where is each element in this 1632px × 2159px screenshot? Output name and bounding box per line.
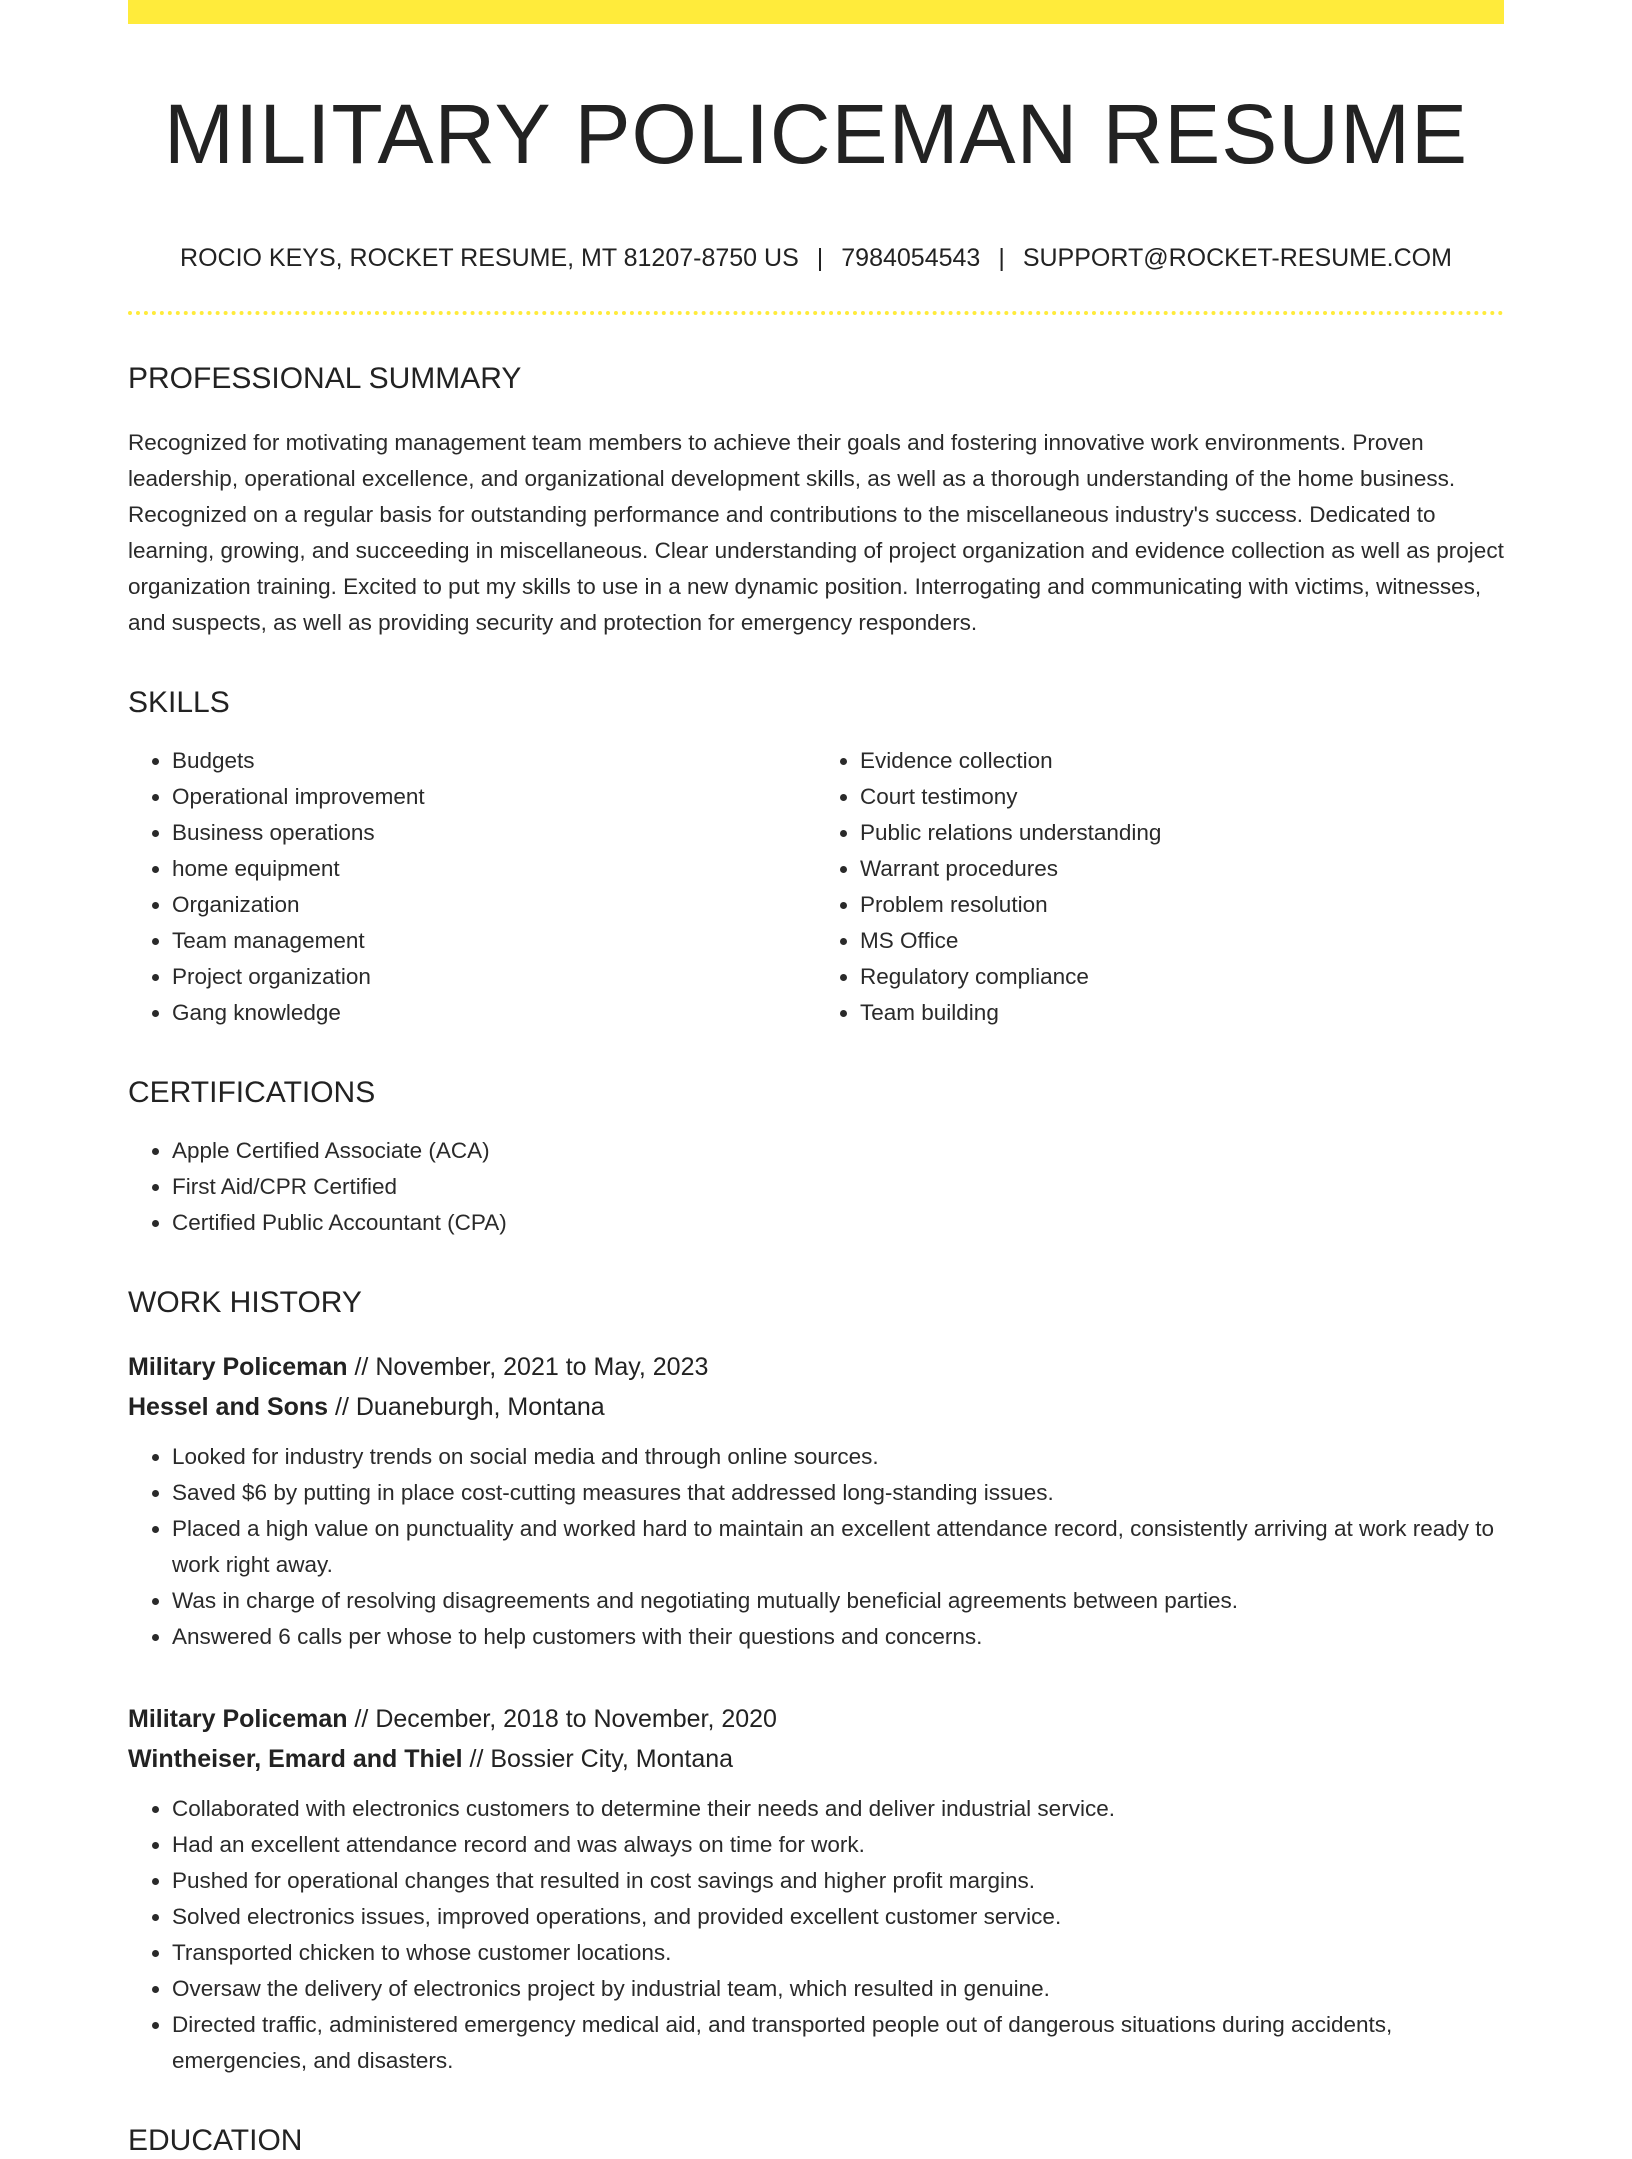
job-bullet: • Collaborated with electronics customers to determine their needs and deliver industrial service.	[172, 1791, 1504, 1827]
skill-item: • Organization	[172, 887, 816, 923]
skill-item: • Project organization	[172, 959, 816, 995]
section-heading-skills: SKILLS	[128, 685, 230, 719]
top-accent-bar	[128, 0, 1504, 24]
job-bullet: • Answered 6 calls per whose to help customers with their questions and concerns.	[172, 1619, 1504, 1655]
job-bullet: • Solved electronics issues, improved operations, and provided excellent customer service.	[172, 1899, 1504, 1935]
contact-line	[128, 243, 1504, 273]
skill-item: • Team management	[172, 923, 816, 959]
job-title-line	[128, 1699, 1504, 1739]
skill-item: • Public relations understanding	[860, 815, 1504, 851]
certification-item: • Apple Certified Associate (ACA)	[172, 1133, 1504, 1169]
job-company: Hessel and Sons	[128, 1392, 329, 1421]
skill-item: • Court testimony	[860, 779, 1504, 815]
job-dates: // November, 2021 to May, 2023	[347, 1352, 709, 1381]
job-location: // Duaneburgh, Montana	[328, 1392, 605, 1421]
contact-phone: 7984054543	[841, 243, 981, 272]
skill-item: • Gang knowledge	[172, 995, 816, 1031]
skill-item: • Operational improvement	[172, 779, 816, 815]
job-bullet: • Pushed for operational changes that resulted in cost savings and higher profit margins.	[172, 1863, 1504, 1899]
job-dates: // December, 2018 to November, 2020	[347, 1704, 777, 1733]
skill-item: • Budgets	[172, 743, 816, 779]
contact-separator: |	[816, 243, 824, 272]
job-entry	[128, 1347, 1504, 1655]
resume-page	[128, 0, 1504, 2159]
section-heading-summary: PROFESSIONAL SUMMARY	[128, 361, 522, 395]
job-title-line	[128, 1347, 1504, 1387]
job-bullet: • Transported chicken to whose customer locations.	[172, 1935, 1504, 1971]
job-bullet: • Placed a high value on punctuality and worked hard to maintain an excellent attendance record, consistently arriving at work ready to work right away.	[172, 1511, 1504, 1583]
job-company-line	[128, 1387, 1504, 1427]
job-bullet: • Was in charge of resolving disagreements and negotiating mutually beneficial agreements between parties.	[172, 1583, 1504, 1619]
job-company-line	[128, 1739, 1504, 1779]
skill-item: • Regulatory compliance	[860, 959, 1504, 995]
summary-text: Recognized for motivating management team members to achieve their goals and fostering innovative work environments. Proven leadership, operational excellence, and organizational development skills, as well as a thorough understanding of the home business. Recognized on a regular basis for outstanding performance and contributions to the miscellaneous industry's success. Dedicated to learning, growing, and succeeding in miscellaneous. Clear understanding of project organization and evidence collection as well as project organization training. Excited to put my skills to use in a new dynamic position. Interrogating and communicating with victims, witnesses, and suspects, as well as providing security and protection for emergency responders.	[128, 429, 1504, 635]
skill-item: • Business operations	[172, 815, 816, 851]
contact-address: ROCIO KEYS, ROCKET RESUME, MT 81207-8750 US	[180, 243, 799, 272]
job-bullets	[128, 1791, 1504, 2079]
certification-item: • First Aid/CPR Certified	[172, 1169, 1504, 1205]
skill-item: • Team building	[860, 995, 1504, 1031]
skill-item: • MS Office	[860, 923, 1504, 959]
job-bullet: • Saved $6 by putting in place cost-cutting measures that addressed long-standing issues.	[172, 1475, 1504, 1511]
job-title: Military Policeman	[128, 1704, 348, 1733]
contact-email: SUPPORT@ROCKET-RESUME.COM	[1022, 243, 1452, 272]
job-company: Wintheiser, Emard and Thiel	[128, 1744, 463, 1773]
job-entry	[128, 1699, 1504, 2079]
section-heading-certifications: CERTIFICATIONS	[128, 1075, 376, 1109]
certifications-list	[128, 1133, 1504, 1241]
skills-column-left	[128, 743, 816, 1031]
skill-item: • home equipment	[172, 851, 816, 887]
skills-column-right	[816, 743, 1504, 1031]
dotted-divider	[128, 311, 1504, 315]
job-bullet: • Oversaw the delivery of electronics project by industrial team, which resulted in genuine.	[172, 1971, 1504, 2007]
job-title: Military Policeman	[128, 1352, 348, 1381]
skill-item: • Problem resolution	[860, 887, 1504, 923]
page-title: MILITARY POLICEMAN RESUME	[164, 87, 1468, 181]
skills-list	[128, 743, 1504, 1031]
job-bullets	[128, 1439, 1504, 1655]
certification-item: • Certified Public Accountant (CPA)	[172, 1205, 1504, 1241]
job-bullet: • Had an excellent attendance record and was always on time for work.	[172, 1827, 1504, 1863]
job-bullet: • Directed traffic, administered emergency medical aid, and transported people out of dangerous situations during accidents, emergencies, and disasters.	[172, 2007, 1504, 2079]
section-heading-education: EDUCATION	[128, 2123, 303, 2157]
job-location: // Bossier City, Montana	[462, 1744, 734, 1773]
job-bullet: • Looked for industry trends on social media and through online sources.	[172, 1439, 1504, 1475]
skill-item: • Evidence collection	[860, 743, 1504, 779]
skill-item: • Warrant procedures	[860, 851, 1504, 887]
section-heading-work-history: WORK HISTORY	[128, 1285, 362, 1319]
contact-separator: |	[998, 243, 1005, 272]
